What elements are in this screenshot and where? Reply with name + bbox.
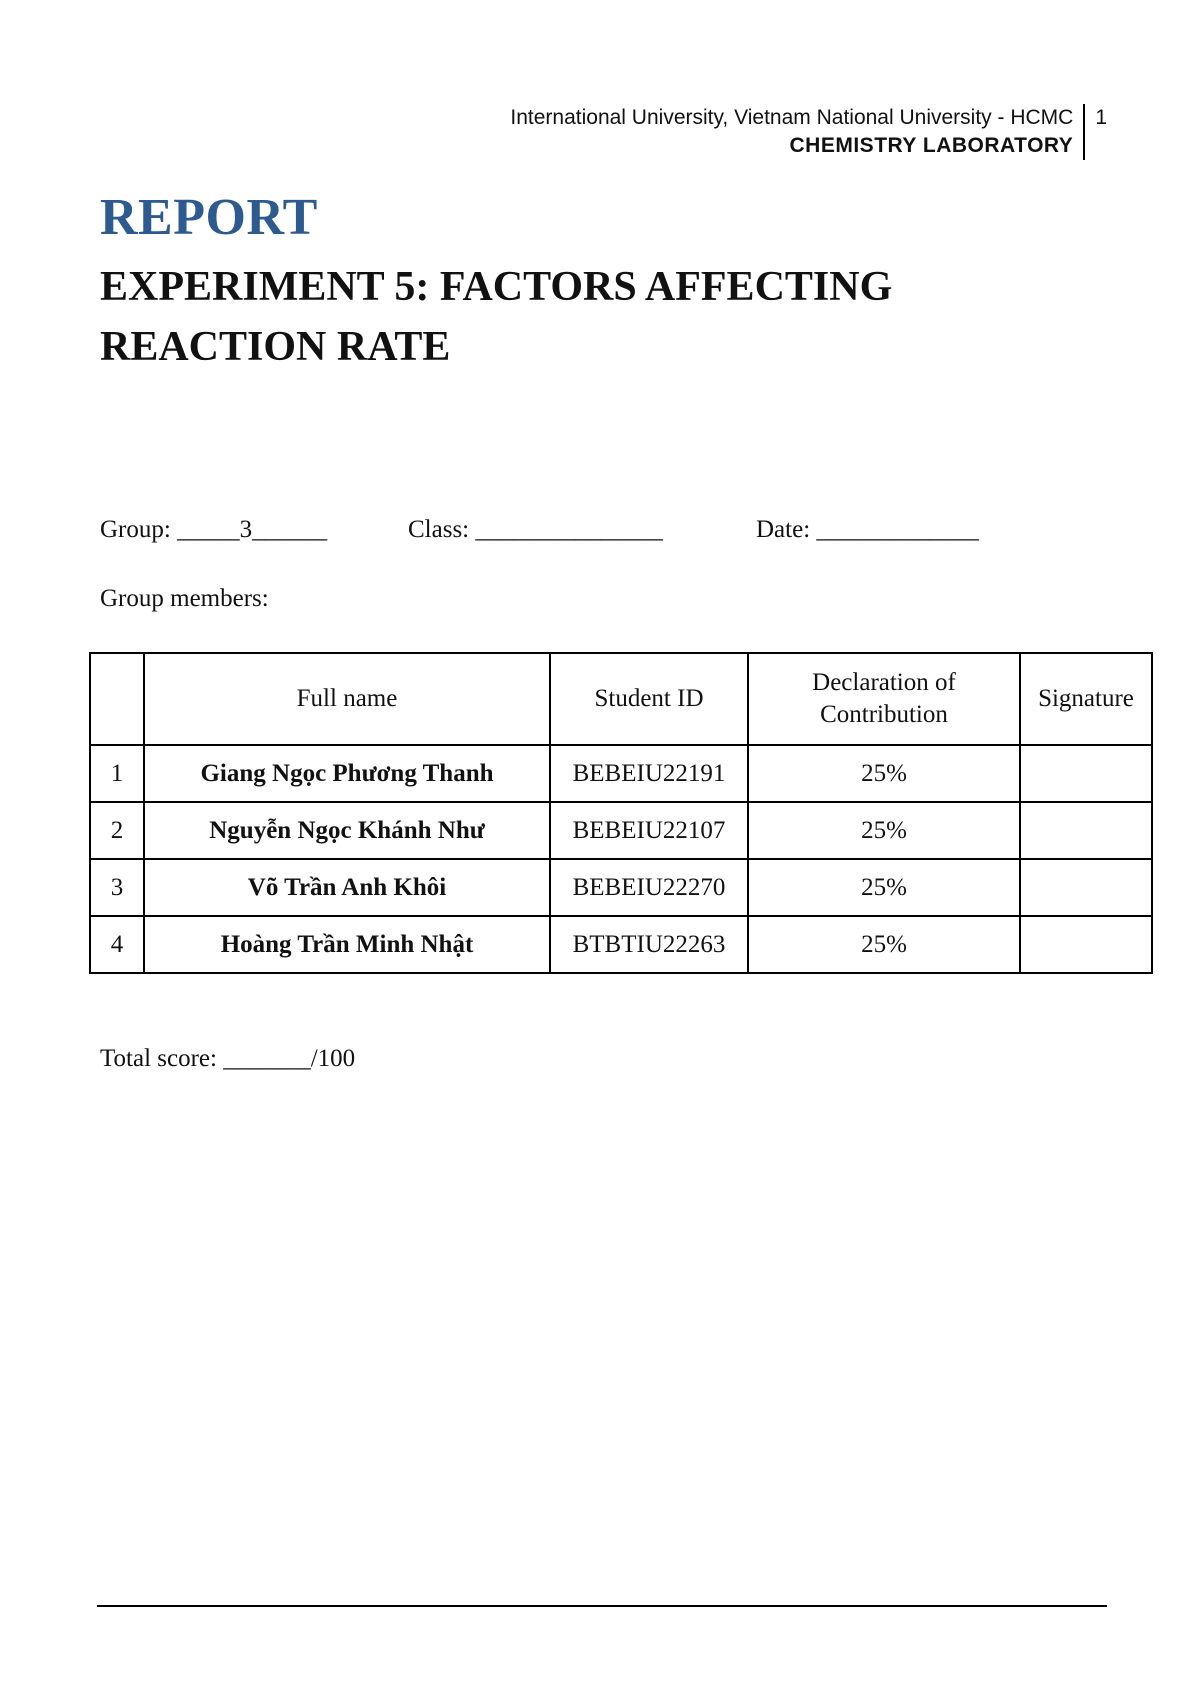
page-header xyxy=(510,104,1107,160)
header-text-block xyxy=(510,104,1085,160)
total-score: Total score: _______/100 xyxy=(100,1045,356,1072)
table-row xyxy=(90,916,1152,973)
member-name: Võ Trần Anh Khôi xyxy=(144,859,550,916)
table-row xyxy=(90,859,1152,916)
row-index: 1 xyxy=(90,745,144,802)
class-field: Class: _______________ xyxy=(408,516,663,543)
footer-divider xyxy=(97,1605,1107,1607)
report-title: REPORT xyxy=(100,189,318,246)
row-index: 4 xyxy=(90,916,144,973)
signature-cell xyxy=(1020,859,1152,916)
group-members-table xyxy=(89,652,1153,974)
student-id: BTBTIU22263 xyxy=(550,916,748,973)
contribution: 25% xyxy=(748,916,1020,973)
page-number: 1 xyxy=(1095,106,1107,129)
member-name: Giang Ngọc Phương Thanh xyxy=(144,745,550,802)
group-members-label: Group members: xyxy=(100,585,269,612)
header-contribution-label: Declaration of Contribution xyxy=(812,669,956,728)
signature-cell xyxy=(1020,802,1152,859)
row-index: 2 xyxy=(90,802,144,859)
student-id: BEBEIU22107 xyxy=(550,802,748,859)
student-id: BEBEIU22270 xyxy=(550,859,748,916)
signature-cell xyxy=(1020,916,1152,973)
table-header-row xyxy=(90,653,1152,745)
table-row xyxy=(90,745,1152,802)
lab-name: CHEMISTRY LABORATORY xyxy=(789,134,1074,157)
contribution: 25% xyxy=(748,802,1020,859)
group-field: Group: _____3______ xyxy=(100,516,328,543)
signature-cell xyxy=(1020,745,1152,802)
contribution: 25% xyxy=(748,859,1020,916)
header-full-name: Full name xyxy=(144,653,550,745)
header-index xyxy=(90,653,144,745)
experiment-title: EXPERIMENT 5: FACTORS AFFECTING REACTION RATE xyxy=(100,264,893,370)
student-id: BEBEIU22191 xyxy=(550,745,748,802)
table-row xyxy=(90,802,1152,859)
institution-name: International University, Vietnam National University - HCMC xyxy=(510,106,1074,129)
date-field: Date: _____________ xyxy=(756,516,979,543)
header-contribution xyxy=(748,653,1020,745)
row-index: 3 xyxy=(90,859,144,916)
header-signature: Signature xyxy=(1020,653,1152,745)
header-student-id: Student ID xyxy=(550,653,748,745)
member-name: Hoàng Trần Minh Nhật xyxy=(144,916,550,973)
member-name: Nguyễn Ngọc Khánh Như xyxy=(144,802,550,859)
contribution: 25% xyxy=(748,745,1020,802)
